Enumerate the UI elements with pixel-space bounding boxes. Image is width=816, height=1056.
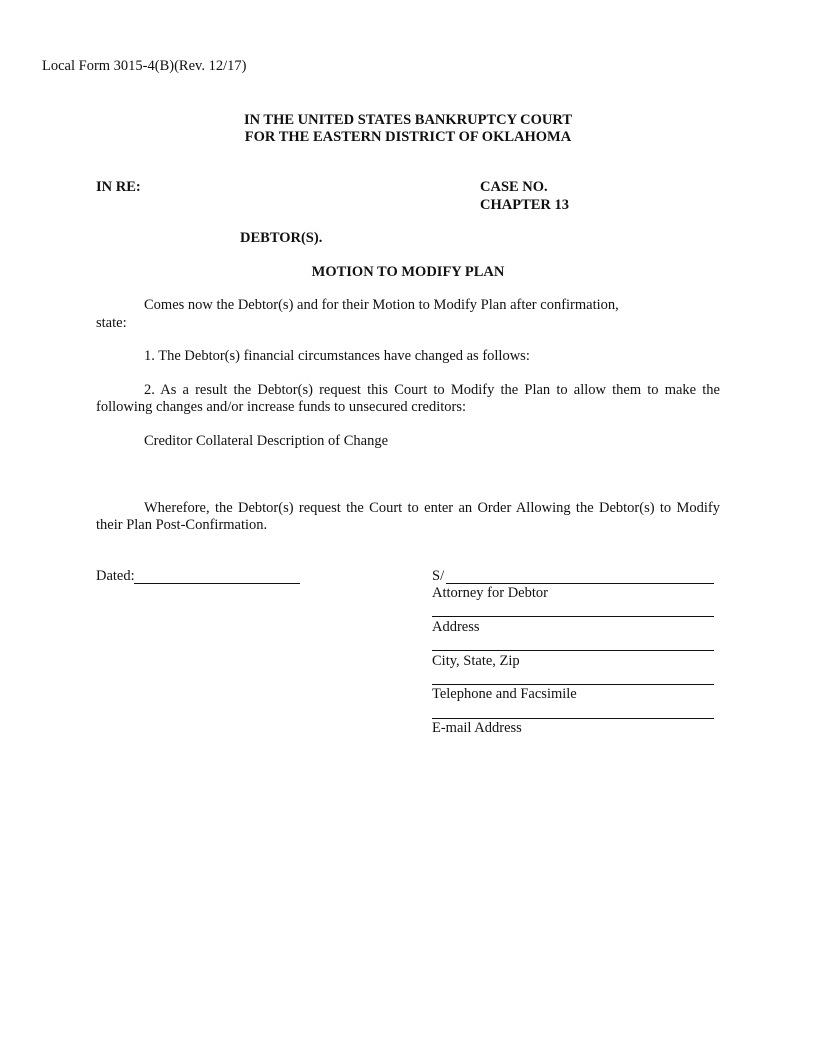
debtors-label: DEBTOR(S). xyxy=(240,230,323,246)
item-2: 2. As a result the Debtor(s) request this Court to Modify the Plan to allow them to make the following changes and/or increase funds to unsecured creditors: xyxy=(96,382,720,415)
city-state-zip-label: City, State, Zip xyxy=(432,653,520,669)
dated-line[interactable] xyxy=(134,583,300,584)
signature-line[interactable] xyxy=(446,583,714,584)
case-no-label: CASE NO. xyxy=(480,179,548,195)
in-re-label: IN RE: xyxy=(96,179,141,195)
address-line[interactable] xyxy=(432,616,714,617)
intro-paragraph-cont: state: xyxy=(96,315,127,331)
changes-table-header: Creditor Collateral Description of Change xyxy=(144,433,389,449)
intro-paragraph: Comes now the Debtor(s) and for their Motion to Modify Plan after confirmation, xyxy=(144,297,619,313)
wherefore-paragraph: Wherefore, the Debtor(s) request the Court to enter an Order Allowing the Debtor(s) to Modify their Plan Post-Confirmation. xyxy=(96,500,720,533)
signature-prefix: S/ xyxy=(432,568,445,584)
form-id: Local Form 3015-4(B)(Rev. 12/17) xyxy=(42,58,247,74)
court-name-line2: FOR THE EASTERN DISTRICT OF OKLAHOMA xyxy=(244,129,572,145)
dated-label: Dated: xyxy=(96,568,135,584)
chapter-label: CHAPTER 13 xyxy=(480,197,570,213)
address-label: Address xyxy=(432,619,480,635)
email-label: E-mail Address xyxy=(432,720,522,736)
email-line[interactable] xyxy=(432,718,714,719)
motion-title: MOTION TO MODIFY PLAN xyxy=(311,264,505,280)
court-name-line1: IN THE UNITED STATES BANKRUPTCY COURT xyxy=(243,112,573,128)
telephone-label: Telephone and Facsimile xyxy=(432,686,577,702)
telephone-line[interactable] xyxy=(432,684,714,685)
city-state-zip-line[interactable] xyxy=(432,650,714,651)
attorney-label: Attorney for Debtor xyxy=(432,585,548,601)
item-1: 1. The Debtor(s) financial circumstances have changed as follows: xyxy=(144,348,530,364)
